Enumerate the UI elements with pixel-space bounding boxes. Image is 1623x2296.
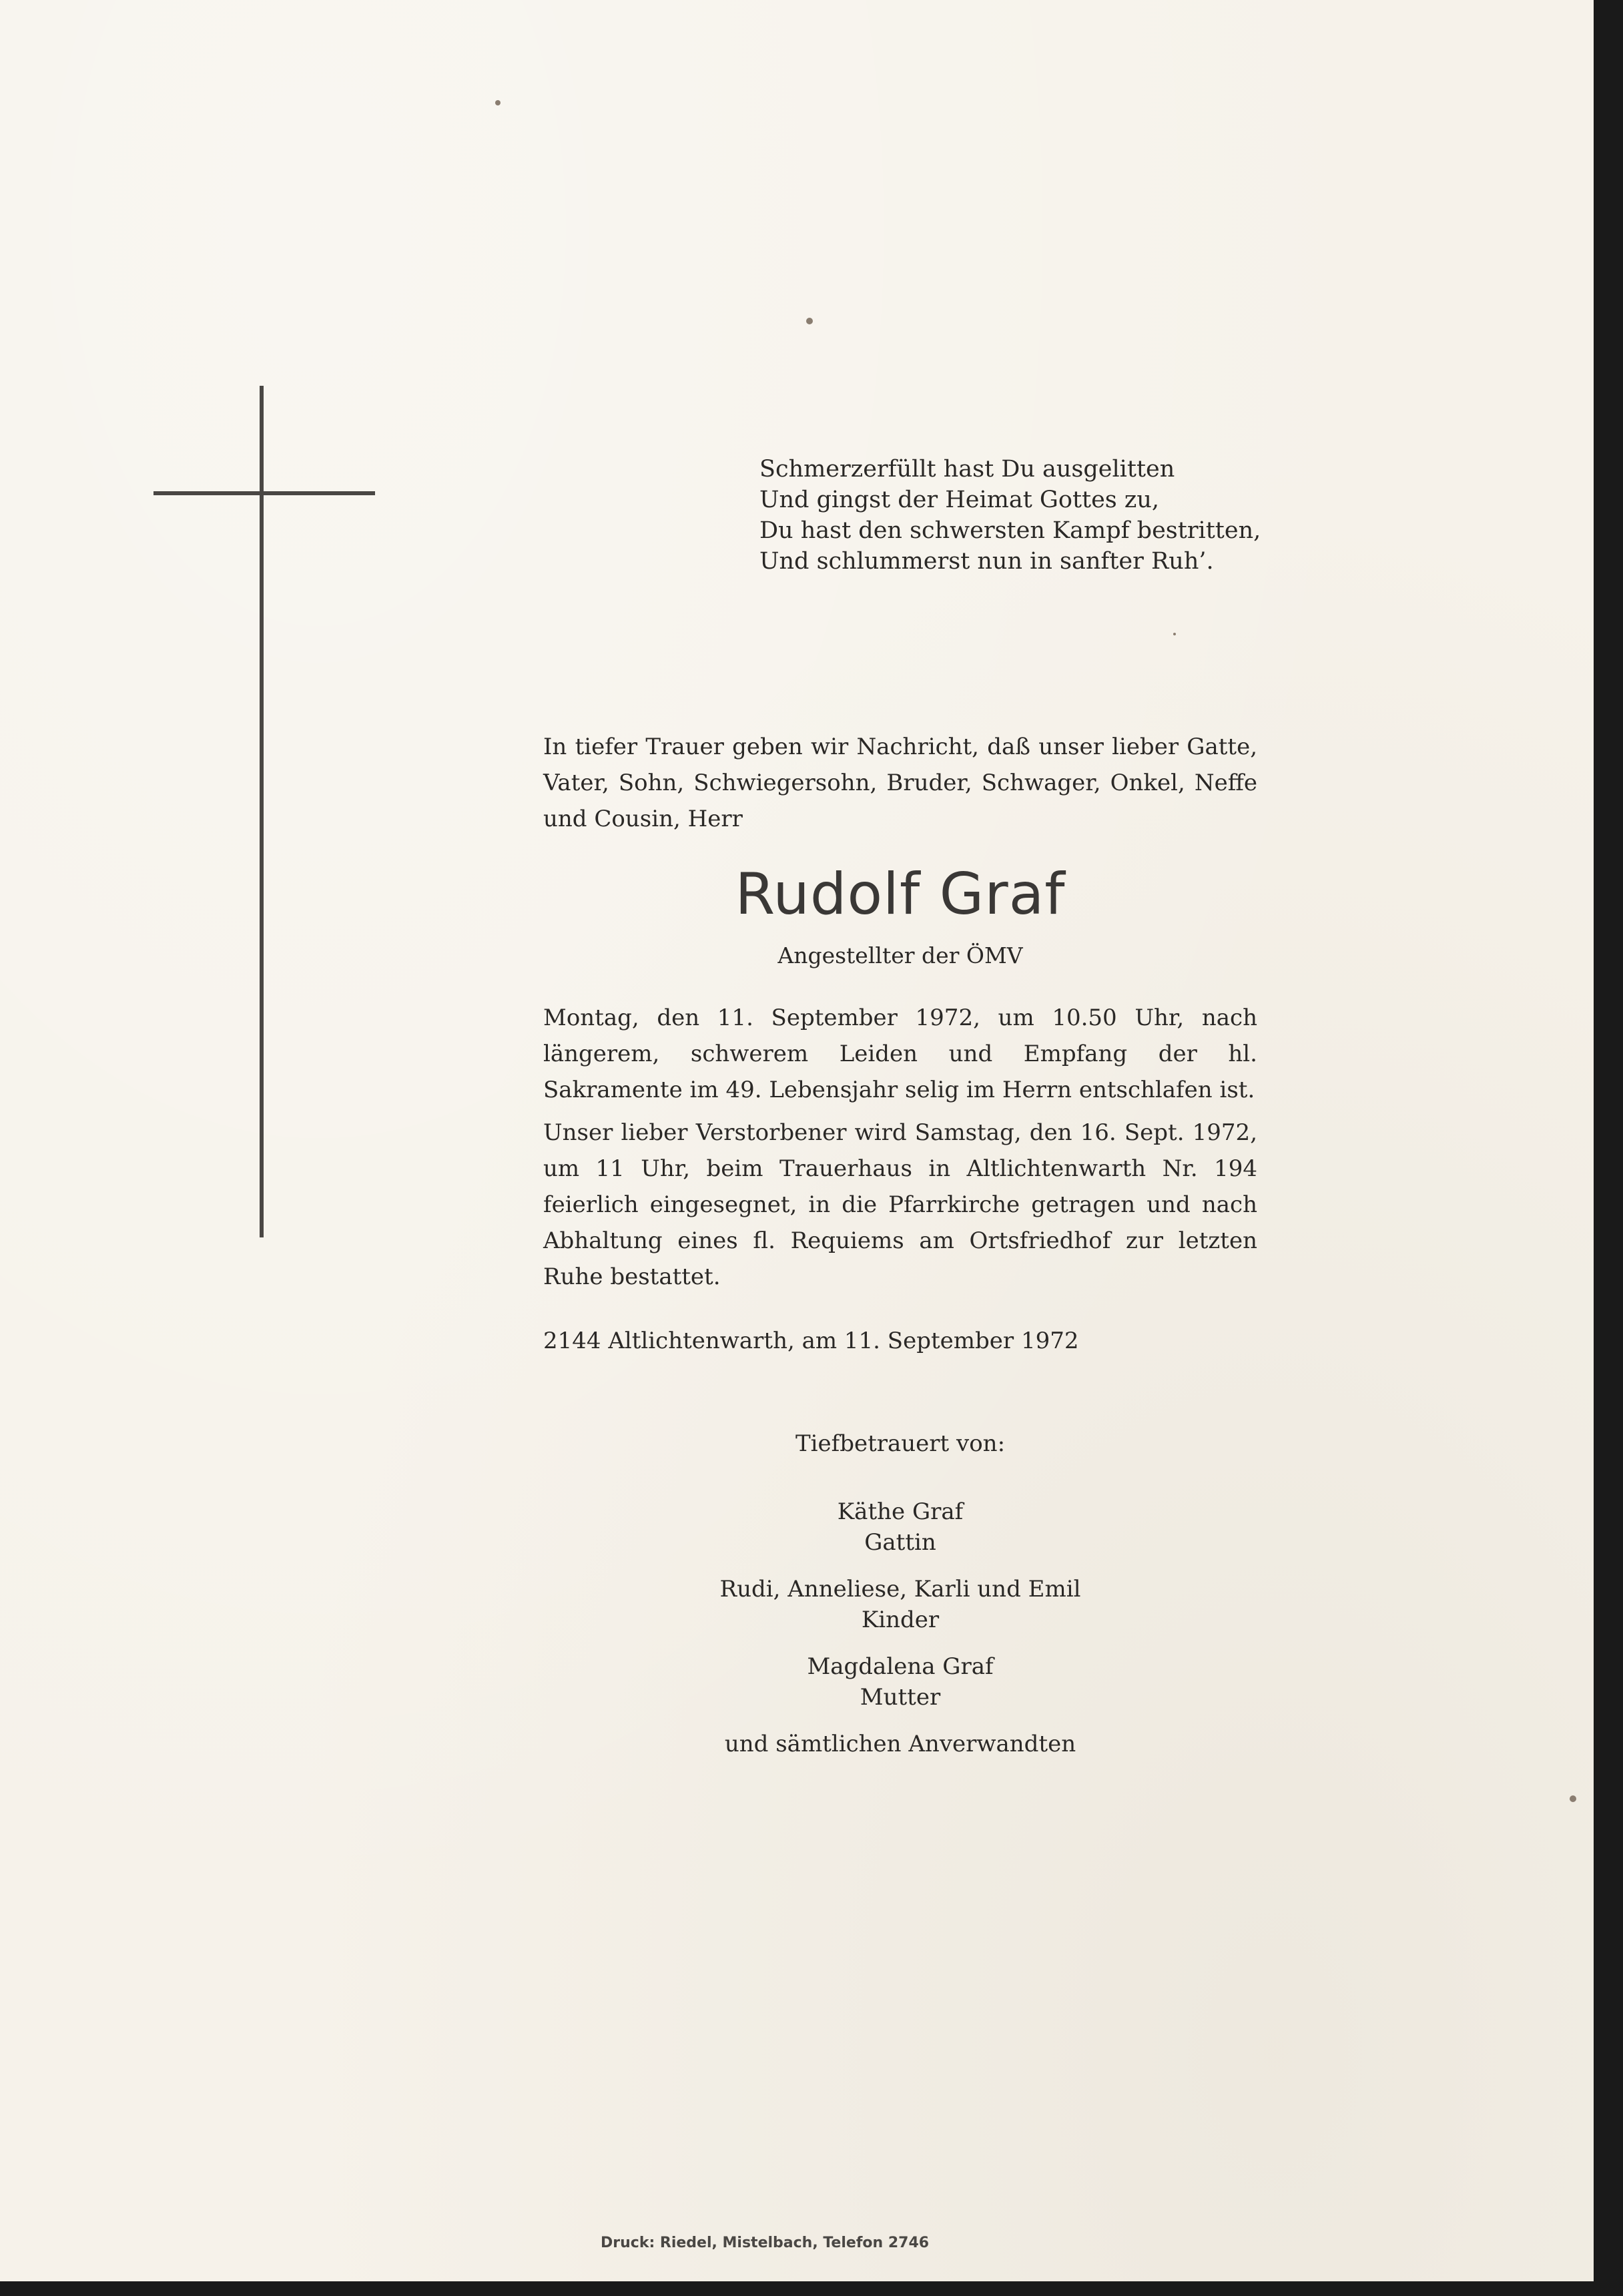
mourner-name: Käthe Graf [837, 1498, 964, 1525]
mourner-group [543, 1496, 1257, 1558]
cross-vertical-bar [260, 386, 264, 1237]
mourner-name: Rudi, Anneliese, Karli und Emil [719, 1576, 1081, 1603]
poem-line: Und schlummerst nun in sanfter Ruh’. [759, 548, 1214, 575]
poem-line: Schmerzerfüllt hast Du ausgelitten [759, 456, 1175, 483]
mourner-group [543, 1574, 1257, 1635]
paper-speck [495, 100, 501, 105]
intro-paragraph: In tiefer Trauer geben wir Nachricht, daß unser lieber Gatte, Vater, Sohn, Schwiegersohn, Bruder, Schwager, Onkel, Neffe und Cousin, Herr [543, 734, 1257, 832]
funeral-notice-paragraph: Unser lieber Verstorbener wird Samstag, den 16. Sept. 1972, um 11 Uhr, beim Trauerhaus in Altlichtenwarth Nr. 194 feierlich eingesegnet, in die Pfarrkirche getragen und nach Abhaltung eines fl. Requiems am Ortsfriedhof zur letzten Ruhe bestattet. [543, 1119, 1257, 1290]
paper-speck [1173, 633, 1176, 635]
mourners-closing: und sämtlichen Anverwandten [724, 1731, 1076, 1757]
deceased-occupation: Angestellter der ÖMV [777, 942, 1023, 968]
mourner-relation: Gattin [864, 1529, 936, 1556]
death-notice-paragraph: Montag, den 11. September 1972, um 10.50 Uhr, nach längerem, schwerem Leiden und Empfang der hl. Sakramente im 49. Lebensjahr selig im Herrn entschlafen ist. [543, 1005, 1257, 1103]
mourners-title: Tiefbetrauert von: [795, 1430, 1006, 1457]
paper-speck [1570, 1795, 1576, 1802]
mourner-group [543, 1651, 1257, 1713]
mourner-relation: Mutter [860, 1684, 941, 1711]
poem-line: Und gingst der Heimat Gottes zu, [759, 487, 1159, 513]
cross-horizontal-bar [153, 491, 375, 495]
place-and-date: 2144 Altlichtenwarth, am 11. September 1972 [543, 1328, 1079, 1354]
printer-imprint: Druck: Riedel, Mistelbach, Telefon 2746 [601, 2235, 930, 2251]
mourner-name: Magdalena Graf [807, 1653, 994, 1680]
mourners-section [543, 1428, 1257, 1759]
memorial-poem [759, 454, 1360, 577]
deceased-name: Rudolf Graf [735, 861, 1066, 928]
paper-speck [806, 318, 813, 324]
poem-line: Du hast den schwersten Kampf bestritten, [759, 517, 1261, 544]
mourner-relation: Kinder [861, 1607, 940, 1633]
